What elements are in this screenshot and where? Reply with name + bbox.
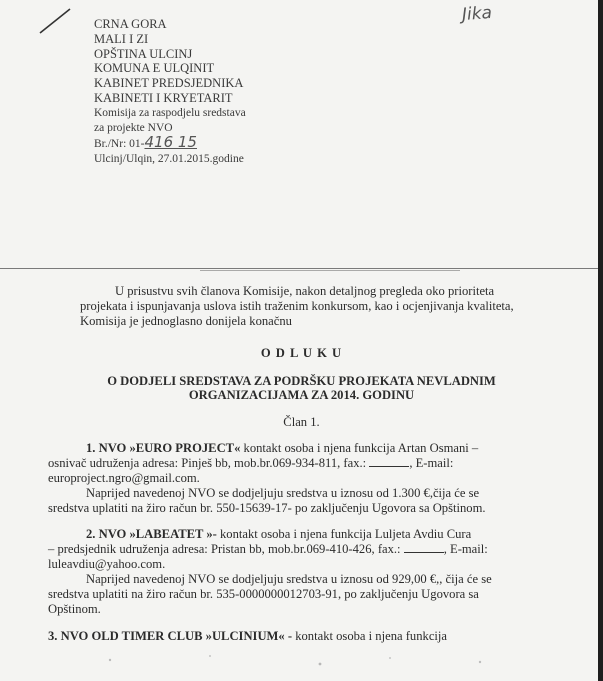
item-2-heading: 2. NVO »LABEATET »- [86, 527, 217, 541]
item-2-account-tail: Opštinom. [48, 602, 101, 616]
item-3-heading: 3. NVO OLD TIMER CLUB »ULCINIUM« - [48, 629, 293, 643]
scan-edge-shadow [598, 0, 603, 681]
letterhead [94, 17, 246, 167]
header-line: KOMUNA E ULQINIT [94, 61, 215, 76]
intro-line: Komisija je jednoglasno donijela konačnu [80, 314, 292, 328]
page-fold-line [0, 268, 603, 269]
item-2-first-line: 2. NVO »LABEATET »- kontakt osoba i njena funkcija Luljeta Avdiu Cura [86, 527, 472, 541]
item-1-heading: 1. NVO »EURO PROJECT« [86, 441, 241, 455]
decision-title: O D L U K U [260, 346, 343, 360]
item-2-address-line: – predsjednik udruženja adresa: Pristan bb, mob.br.069-410-426, fax.: , E-mail: [48, 542, 488, 556]
blank-fax-field [404, 542, 444, 553]
date-line: Ulcinj/Ulqin, 27.01.2015.godine [94, 153, 244, 166]
faint-line [200, 270, 460, 271]
item-2-account-line: sredstva uplatiti na žiro račun br. 535-0000000012703-91, po zaključenju Ugovora sa [48, 587, 479, 601]
slash-mark-icon [34, 6, 74, 36]
header-line: CRNA GORA [94, 17, 167, 31]
commission-name-2: za projekte NVO [94, 121, 173, 134]
header-line: KABINET PREDSJEDNIKA [94, 76, 244, 91]
item-3-first-line: 3. NVO OLD TIMER CLUB »ULCINIUM« - kontakt osoba i njena funkcija [48, 629, 447, 643]
intro-line: U prisustvu svih članova Komisije, nakon detaljnog pregleda oko prioriteta [115, 284, 495, 298]
decision-subtitle-2: ORGANIZACIJAMA ZA 2014. GODINU [188, 388, 415, 402]
item-1-account-line: sredstva uplatiti na žiro račun br. 550-15639-17- po zaključenju Ugovora sa Opštinom. [48, 501, 486, 515]
header-line: OPŠTINA ULCINJ [94, 46, 193, 61]
blank-fax-field [369, 456, 409, 467]
scan-bleed-marks [90, 650, 510, 675]
header-line: MALI I ZI [94, 31, 149, 46]
commission-name: Komisija za raspodjelu sredstava [94, 106, 246, 119]
item-2-amount-line: Naprijed navedenoj NVO se dodjeljuju sredstva u iznosu od 929,00 €,, čija će se [86, 572, 492, 586]
handwritten-corner-mark: Jika [461, 2, 493, 26]
intro-line: projekata i ispunjavanja uslova istih traženim konkursom, kao i ocjenjivanja kvaliteta, [80, 299, 514, 313]
item-1-address-line: osnivač udruženja adresa: Pinješ bb, mob.br.069-934-811, fax.: , E-mail: [48, 456, 454, 470]
item-1-first-line: 1. NVO »EURO PROJECT« kontakt osoba i njena funkcija Artan Osmani – [86, 441, 479, 455]
item-1-amount-line: Naprijed navedenoj NVO se dodjeljuju sredstva u iznosu od 1.300 €,čija će se [86, 486, 480, 500]
item-2-email: luleavdiu@yahoo.com. [48, 557, 166, 571]
header-line: KABINETI I KRYETARIT [94, 90, 233, 105]
item-1-email: europroject.ngro@gmail.com. [48, 471, 200, 485]
decision-subtitle-1: O DODJELI SREDSTAVA ZA PODRŠKU PROJEKATA NEVLADNIM [107, 374, 496, 388]
reference-number: Br./Nr: 01-416 15 [94, 133, 197, 152]
article-number: Član 1. [283, 415, 320, 429]
handwritten-ref-number: 416 15 [144, 133, 197, 152]
